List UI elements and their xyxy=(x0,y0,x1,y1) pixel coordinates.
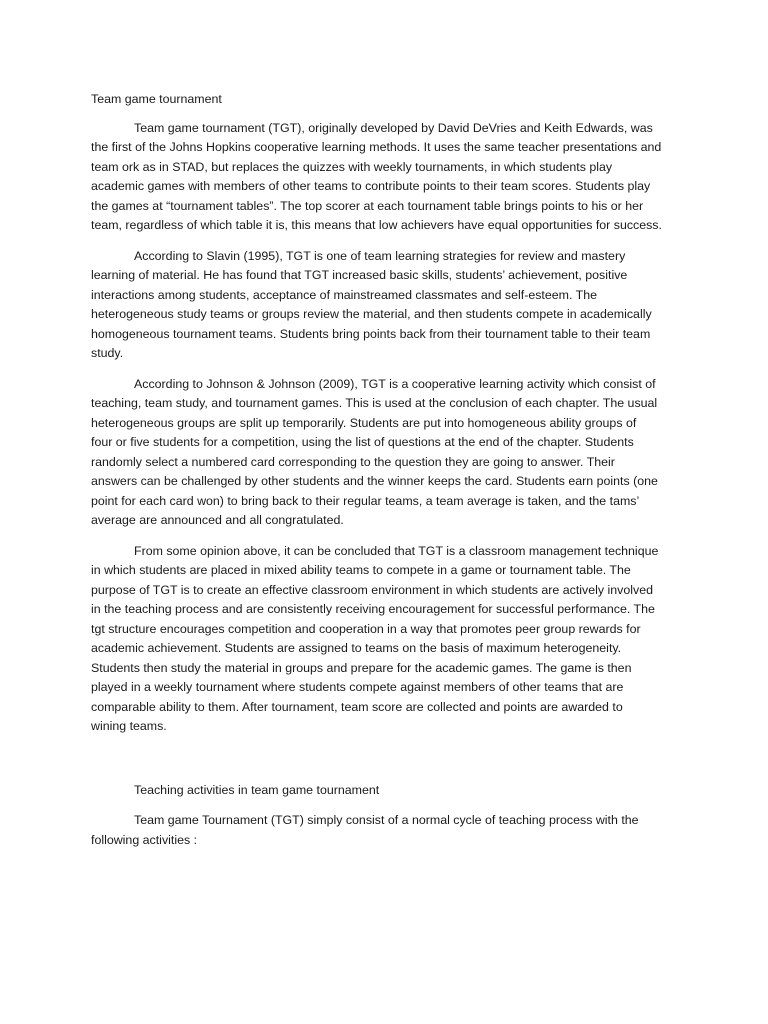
paragraph-line: point for each card won) to bring back to their regular teams, a team average is taken, and the tams’ xyxy=(91,493,640,508)
paragraph-tgt-definition xyxy=(91,119,677,236)
paragraph-line: Students then study the material in groups and prepare for the academic games. The game is then xyxy=(91,660,632,675)
paragraph-line: purpose of TGT is to create an effective classroom environment in which students are actively involved xyxy=(91,582,653,597)
paragraph-line: team, regardless of which table it is, this means that low achievers have equal opportunities for success. xyxy=(91,218,662,232)
paragraph-line: study. xyxy=(91,346,124,360)
paragraph-line: heterogeneous study teams or groups review the material, and then students compete in academically xyxy=(91,307,652,321)
paragraph-line: Team game tournament (TGT), originally developed by David DeVries and Keith Edwards, was xyxy=(134,120,653,135)
paragraph-line: following activities : xyxy=(91,832,198,847)
paragraph-line: Team game Tournament (TGT) simply consist of a normal cycle of teaching process with the xyxy=(134,813,639,827)
paragraph-line: the games at “tournament tables”. The top scorer at each tournament table brings points to his or her xyxy=(91,198,644,213)
paragraph-line: homogeneous tournament teams. Students bring points back from their tournament table to their team xyxy=(91,326,651,341)
paragraph-line: According to Slavin (1995), TGT is one of team learning strategies for review and mastery xyxy=(134,248,626,263)
paragraph-line: learning of material. He has found that TGT increased basic skills, students’ achievement, positive xyxy=(91,268,628,282)
section-subheading: Teaching activities in team game tournament xyxy=(134,782,380,797)
paragraph-line: According to Johnson & Johnson (2009), TGT is a cooperative learning activity which consist of xyxy=(134,376,656,391)
paragraph-line: team ork as in STAD, but replaces the quizzes with weekly tournaments, in which students play xyxy=(91,159,613,174)
paragraph-line: heterogeneous groups are split up temporarily. Students are put into homogeneous ability groups of xyxy=(91,415,637,430)
paragraph-line: comparable ability to them. After tournament, team score are collected and points are awarded to xyxy=(91,699,623,714)
paragraph-line: wining teams. xyxy=(91,719,167,733)
paragraph-line: in the teaching process and are consistently receiving encouragement for successful performance. The xyxy=(91,602,655,616)
paragraph-line: tgt structure encourages competition and cooperation in a way that promotes peer group rewards for xyxy=(91,621,641,636)
paragraph-line: average are announced and all congratulated. xyxy=(91,513,344,527)
paragraph-conclusion xyxy=(91,542,677,737)
paragraph-line: From some opinion above, it can be concluded that TGT is a classroom management technique xyxy=(134,543,659,558)
paragraph-line: teaching, team study, and tournament games. This is used at the conclusion of each chapter. The usual xyxy=(91,396,658,410)
paragraph-teaching-cycle xyxy=(91,811,677,850)
paragraph-line: the first of the Johns Hopkins cooperative learning methods. It uses the same teacher presentations and xyxy=(91,140,662,154)
paragraph-line: in which students are placed in mixed ability teams to compete in a game or tournament table. The xyxy=(91,563,631,577)
paragraph-johnson xyxy=(91,375,677,531)
document-title: Team game tournament xyxy=(91,92,222,106)
paragraph-line: interactions among students, acceptance of mainstreamed classmates and self-esteem. The xyxy=(91,287,597,302)
paragraph-line: academic achievement. Students are assigned to teams on the basis of maximum heterogeneity. xyxy=(91,641,622,655)
paragraph-line: played in a weekly tournament where students compete against members of other teams that are xyxy=(91,680,624,694)
paragraph-line: randomly select a numbered card corresponding to the question they are going to answer. Their xyxy=(91,454,615,469)
paragraph-slavin xyxy=(91,247,677,364)
paragraph-line: answers can be challenged by other students and the winner keeps the card. Students earn points (one xyxy=(91,474,658,488)
paragraph-line: academic games with members of other teams to contribute points to their team scores. Students play xyxy=(91,179,651,193)
paragraph-line: four or five students for a competition, using the list of questions at the end of the chapter. Students xyxy=(91,435,634,449)
document-body xyxy=(91,90,677,861)
